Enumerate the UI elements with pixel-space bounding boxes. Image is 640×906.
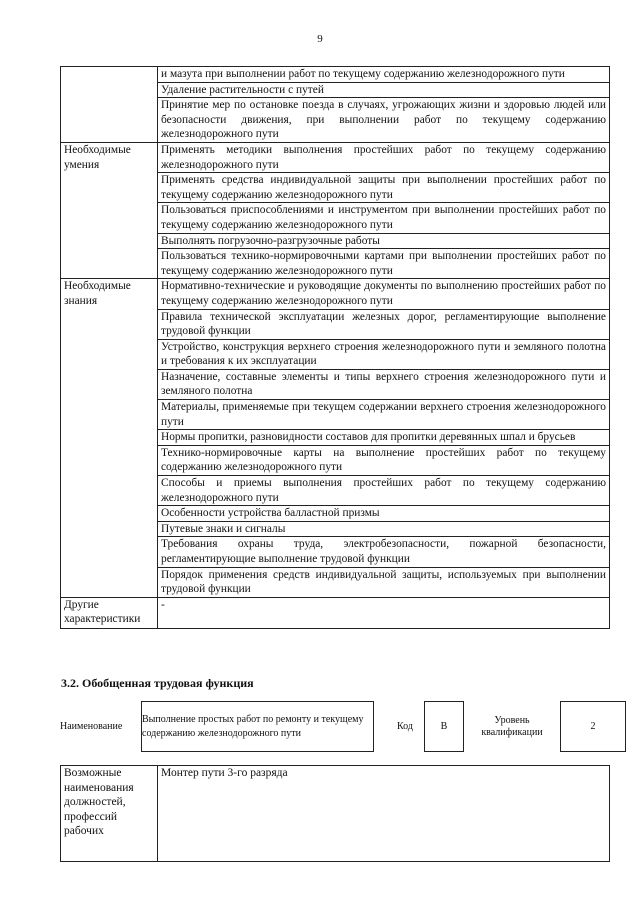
name-label: Наименование <box>60 721 123 732</box>
level-value: 2 <box>561 702 626 752</box>
code-value: B <box>425 702 464 752</box>
table-row <box>61 279 610 309</box>
generalized-function-table <box>60 701 626 752</box>
jobs-table <box>60 765 610 862</box>
function-name: Выполнение простых работ по ремонту и текущему содержанию железнодорожного пути <box>142 702 374 752</box>
row-item: Нормативно-технические и руководящие документы по выполнению простейших работ по текущему содержанию железнодорожного пути <box>158 279 610 309</box>
row-item: Способы и приемы выполнения простейших работ по текущему содержанию железнодорожного пути <box>158 476 610 506</box>
row-item: Особенности устройства балластной призмы <box>158 506 610 522</box>
row-item: Принятие мер по остановке поезда в случаях, угрожающих жизни и здоровью людей или безопасности движения, при выполнении работ по текущему содержанию железнодорожного пути <box>158 98 610 143</box>
row-label: Необходимые знания <box>61 279 158 597</box>
table-row <box>61 142 610 172</box>
row-item: Правила технической эксплуатации железных дорог, регламентирующие выполнение трудовой функции <box>158 309 610 339</box>
level-label: Уровень квалификации <box>481 714 543 738</box>
row-item: Порядок применения средств индивидуальной защиты, используемых при выполнении трудовой функции <box>158 567 610 597</box>
row-item: Нормы пропитки, разновидности составов для пропитки деревянных шпал и брусьев <box>158 430 610 446</box>
row-label: Необходимые умения <box>61 142 158 278</box>
jobs-value: Монтер пути 3-го разряда <box>158 766 610 862</box>
row-item: Пользоваться технико-нормировочными картами при выполнении простейших работ по текущему содержанию железнодорожного пути <box>158 249 610 279</box>
row-item: Выполнять погрузочно-разгрузочные работы <box>158 233 610 249</box>
row-item: Назначение, составные элементы и типы верхнего строения железнодорожного пути и земляного полотна <box>158 369 610 399</box>
table-row <box>61 597 610 628</box>
page-number: 9 <box>317 33 323 45</box>
row-item: Материалы, применяемые при текущем содержании верхнего строения железнодорожного пути <box>158 400 610 430</box>
section-title: 3.2. Обобщенная трудовая функция <box>61 676 254 690</box>
row-item: Устройство, конструкция верхнего строения железнодорожного пути и земляного полотна и требования к их эксплуатации <box>158 339 610 369</box>
row-item: Пользоваться приспособлениями и инструментом при выполнении простейших работ по текущему содержанию железнодорожного пути <box>158 203 610 233</box>
row-item: Применять средства индивидуальной защиты при выполнении простейших работ по текущему содержанию железнодорожного пути <box>158 173 610 203</box>
row-label: Другие характеристики <box>61 597 158 628</box>
table-row <box>61 67 610 83</box>
row-item: Требования охраны труда, электробезопасности, пожарной безопасности, регламентирующие выполнение трудовой функции <box>158 537 610 567</box>
row-item: - <box>158 597 610 628</box>
row-item: Удаление растительности с путей <box>158 82 610 98</box>
row-item: Применять методики выполнения простейших работ по текущему содержанию железнодорожного пути <box>158 142 610 172</box>
jobs-label: Возможные наименования должностей, профессий рабочих <box>61 766 158 862</box>
row-item: и мазута при выполнении работ по текущему содержанию железнодорожного пути <box>158 67 610 83</box>
row-item: Путевые знаки и сигналы <box>158 521 610 537</box>
row-label <box>61 67 158 143</box>
requirements-table <box>60 66 610 629</box>
code-label: Код <box>397 721 413 732</box>
row-item: Технико-нормировочные карты на выполнение простейших работ по текущему содержанию железнодорожного пути <box>158 445 610 475</box>
